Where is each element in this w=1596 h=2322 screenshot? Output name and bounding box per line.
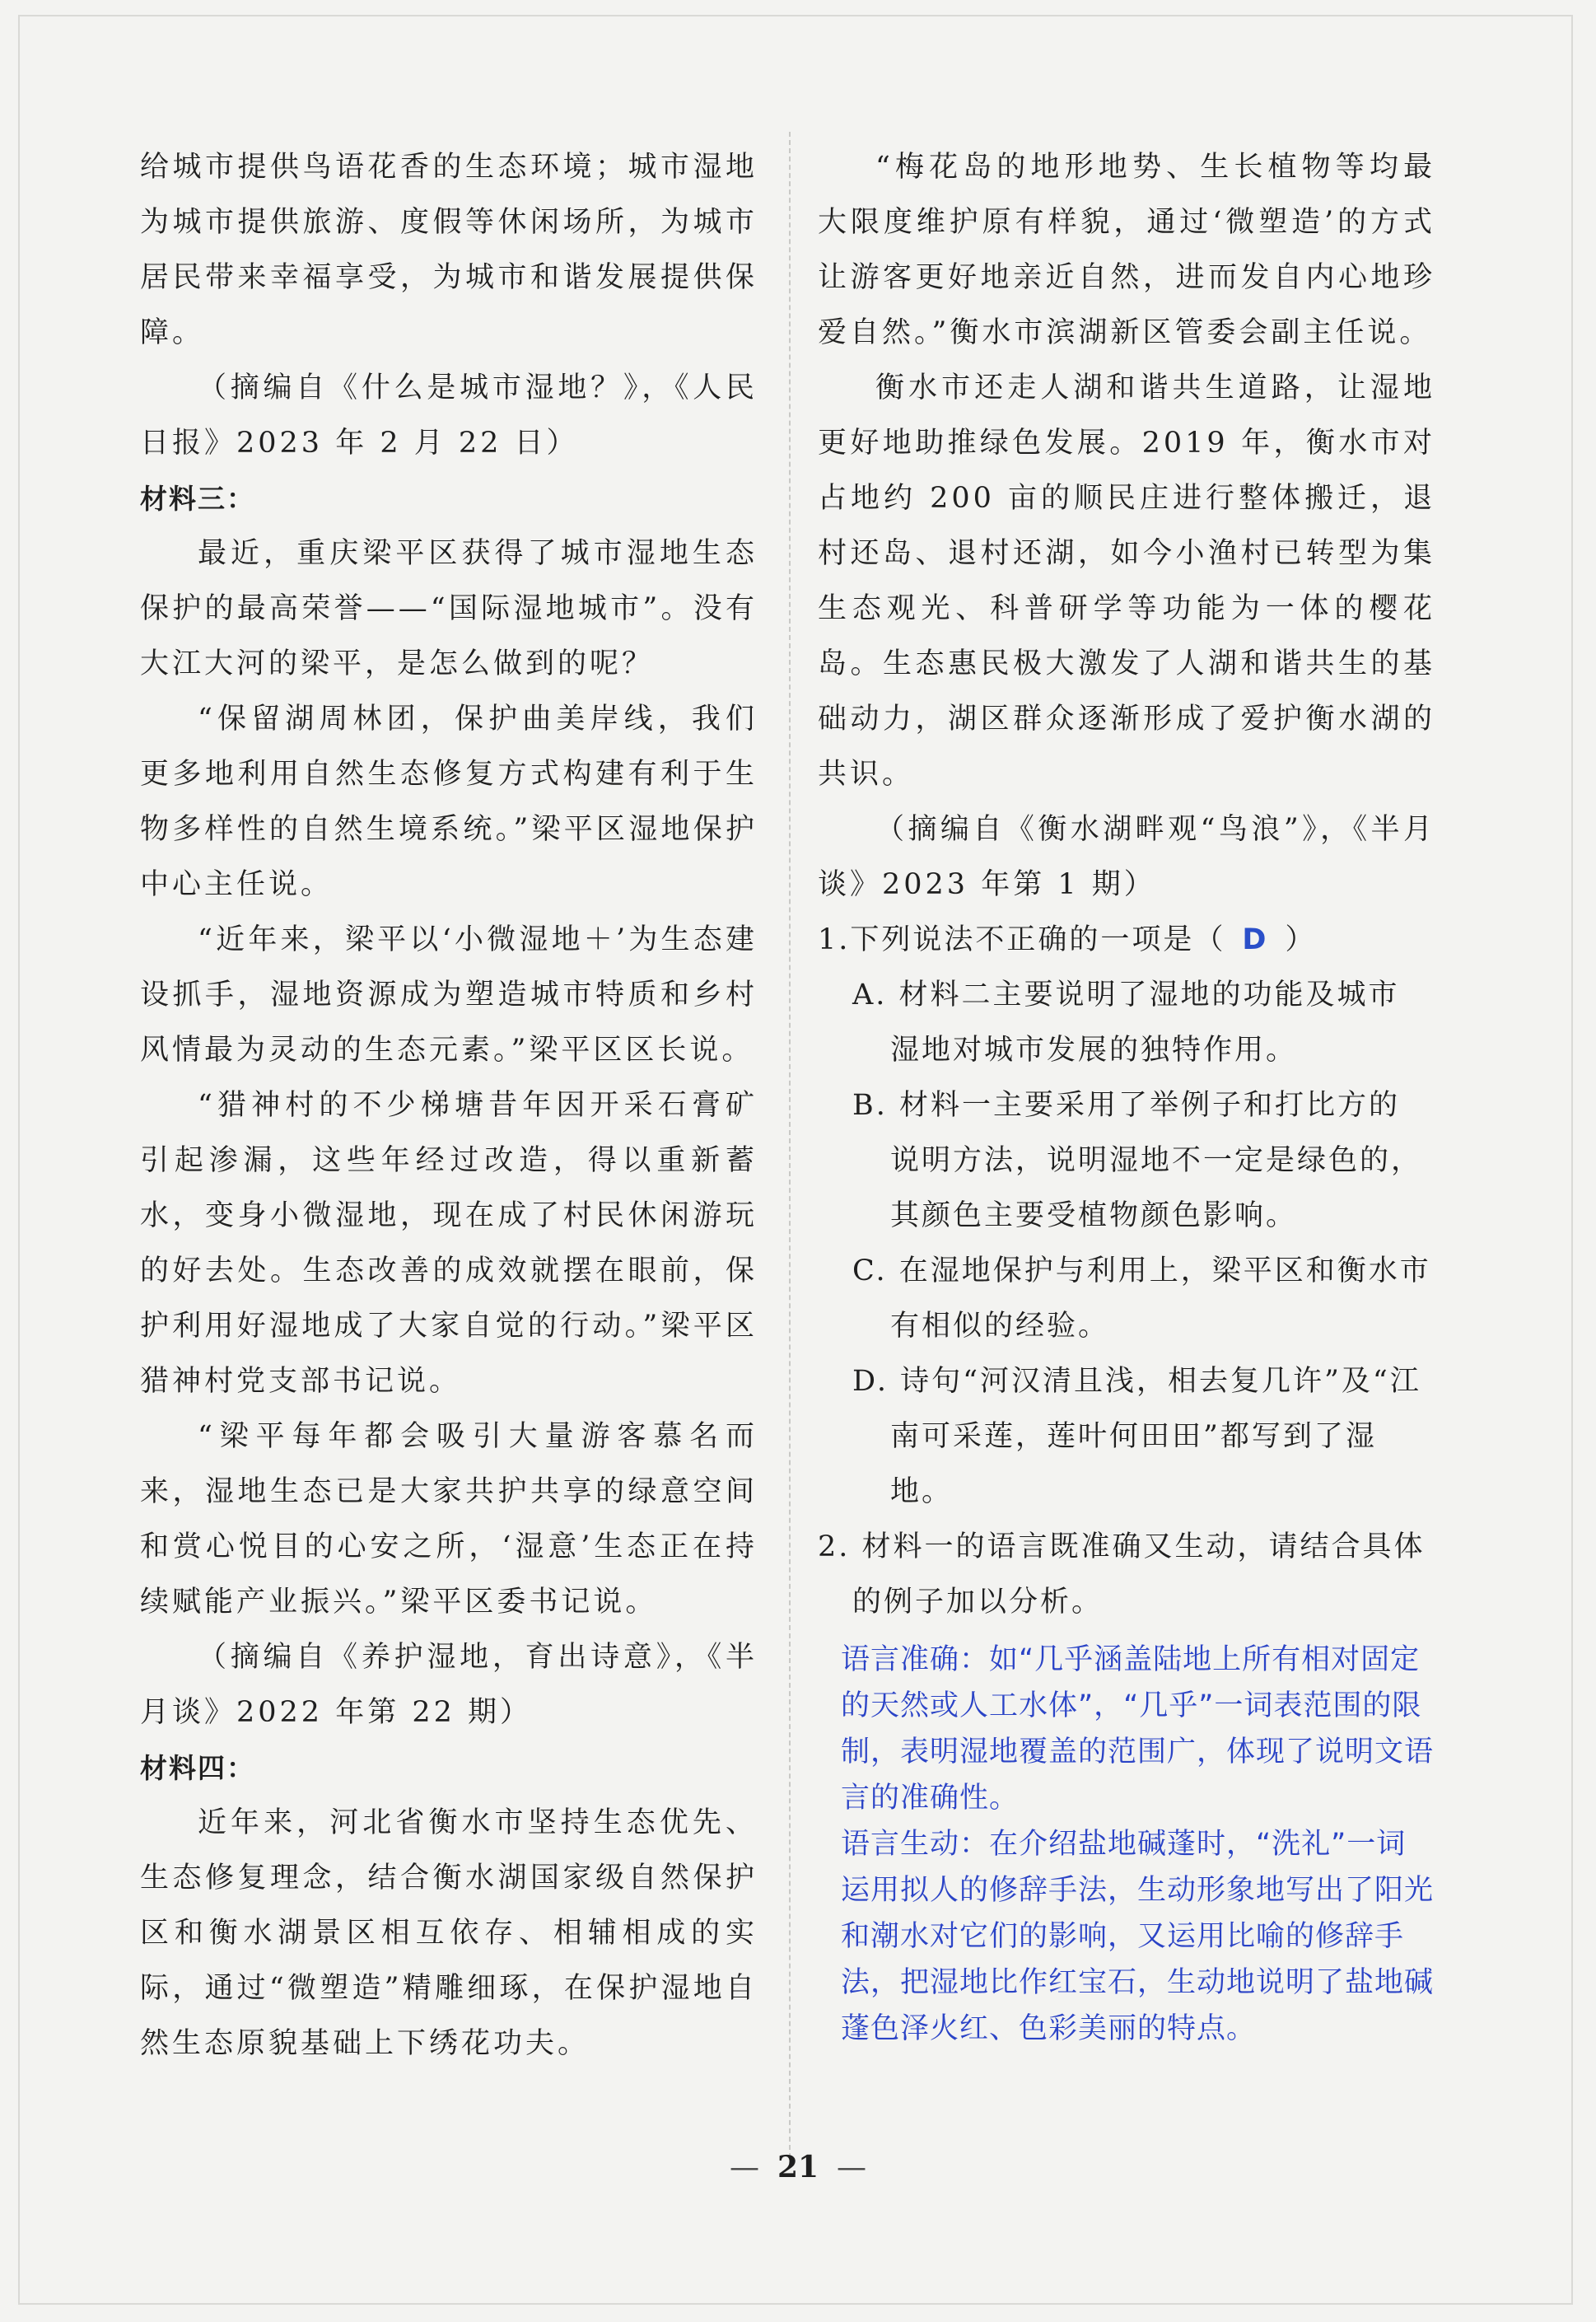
question-1-close: ） — [1285, 923, 1317, 956]
question-1 — [818, 913, 1435, 968]
right-column — [818, 140, 1435, 2052]
question-2-answer — [841, 1637, 1435, 2052]
left-paragraph-3: 最近，重庆梁平区获得了城市湿地生态保护的最高荣誉——“国际湿地城市”。没有大江大河的梁平，是怎么做到的呢？ — [140, 537, 758, 680]
option-b-line-2: 说明方法，说明湿地不一定是绿色的， — [890, 1144, 1423, 1177]
page-number-footer — [0, 2150, 1596, 2184]
left-column — [140, 140, 758, 2072]
answer-vividness: 语言生动：在介绍盐地碱蓬时，“洗礼”一词运用拟人的修辞手法，生动形象地写出了阳光和潮水对它们的影响，又运用比喻的修辞手法，把湿地比作红宝石，生动地说明了盐地碱蓬色泽火红、色彩美丽的特点。 — [841, 1828, 1435, 2045]
question-1-answer: D — [1242, 923, 1269, 956]
option-a-line-2: 湿地对城市发展的独特作用。 — [890, 1034, 1298, 1067]
footer-dash-left: — — [729, 2151, 759, 2184]
left-paragraph-4: “保留湖周林团，保护曲美岸线，我们更多地利用自然生态修复方式构建有利于生物多样性的自然生境系统。”梁平区湿地保护中心主任说。 — [140, 703, 758, 901]
option-b-line-1: B. 材料一主要采用了举例子和打比方的 — [852, 1089, 1400, 1122]
answer-accuracy: 语言准确：如“几乎涵盖陆地上所有相对固定的天然或人工水体”，“几乎”一词表范围的限制，表明湿地覆盖的范围广，体现了说明文语言的准确性。 — [841, 1643, 1435, 1815]
left-paragraph-5: “近年来，梁平以‘小微湿地＋’为生态建设抓手，湿地资源成为塑造城市特质和乡村风情最为灵动的生态元素。”梁平区区长说。 — [140, 923, 758, 1067]
source-citation-4: （摘编自《衡水湖畔观“鸟浪”》，《半月谈》2023 年第 1 期） — [818, 813, 1435, 901]
option-b-line-3: 其颜色主要受植物颜色影响。 — [890, 1199, 1298, 1232]
option-a-line-1: A. 材料二主要说明了湿地的功能及城市 — [852, 979, 1400, 1011]
left-paragraph-1: 给城市提供鸟语花香的生态环境；城市湿地为城市提供旅游、度假等休闲场所，为城市居民带来幸福享受，为城市和谐发展提供保障。 — [140, 151, 758, 349]
option-c-line-1: C. 在湿地保护与利用上，梁平区和衡水市 — [852, 1254, 1431, 1287]
question-1-text: 下列说法不正确的一项是（ — [850, 923, 1226, 956]
material-three-heading: 材料三： — [140, 483, 255, 515]
column-divider — [789, 132, 791, 2166]
source-citation-3: （摘编自《养护湿地，育出诗意》，《半月谈》2022 年第 22 期） — [140, 1641, 758, 1729]
footer-dash-right: — — [837, 2151, 867, 2184]
left-paragraph-6: “猎神村的不少梯塘昔年因开采石膏矿引起渗漏，这些年经过改造，得以重新蓄水，变身小微湿地，现在成了村民休闲游玩的好去处。生态改善的成效就摆在眼前，保护利用好湿地成了大家自觉的行动。”梁平区猎神村党支部书记说。 — [140, 1089, 758, 1398]
question-2-line-1: 2. 材料一的语言既准确又生动，请结合具体 — [818, 1530, 1426, 1563]
question-1-number: 1. — [818, 923, 851, 956]
page-number: 21 — [777, 2150, 819, 2184]
right-paragraph-2: 衡水市还走人湖和谐共生道路，让湿地更好地助推绿色发展。2019 年，衡水市对占地约 200 亩的顺民庄进行整体搬迁，退村还岛、退村还湖，如今小渔村已转型为集生态观光、科普研学等功能为一体的樱花岛。生态惠民极大激发了人湖和谐共生的基础动力，湖区群众逐渐形成了爱护衡水湖的共识。 — [818, 371, 1435, 791]
right-paragraph-1: “梅花岛的地形地势、生长植物等均最大限度维护原有样貌，通过‘微塑造’的方式让游客更好地亲近自然，进而发自内心地珍爱自然。”衡水市滨湖新区管委会副主任说。 — [818, 151, 1435, 349]
left-paragraph-7: “梁平每年都会吸引大量游客慕名而来，湿地生态已是大家共护共享的绿意空间和赏心悦目的心安之所，‘湿意’生态正在持续赋能产业振兴。”梁平区委书记说。 — [140, 1420, 758, 1619]
question-2-line-2: 的例子加以分析。 — [852, 1586, 1104, 1619]
option-d-line-2: 南可采莲，莲叶何田田”都写到了湿地。 — [890, 1420, 1377, 1508]
option-d-line-1: D. 诗句“河汉清且浅，相去复几许”及“江 — [852, 1365, 1421, 1398]
left-paragraph-9: 近年来，河北省衡水市坚持生态优先、生态修复理念，结合衡水湖国家级自然保护区和衡水湖景区相互依存、相辅相成的实际，通过“微塑造”精雕细琢，在保护湿地自然生态原貌基础上下绣花功夫。 — [140, 1806, 758, 2060]
option-c-line-2: 有相似的经验。 — [890, 1310, 1110, 1343]
material-four-heading: 材料四： — [140, 1752, 255, 1784]
source-citation-2: （摘编自《什么是城市湿地？》，《人民日报》2023 年 2 月 22 日） — [140, 371, 758, 460]
